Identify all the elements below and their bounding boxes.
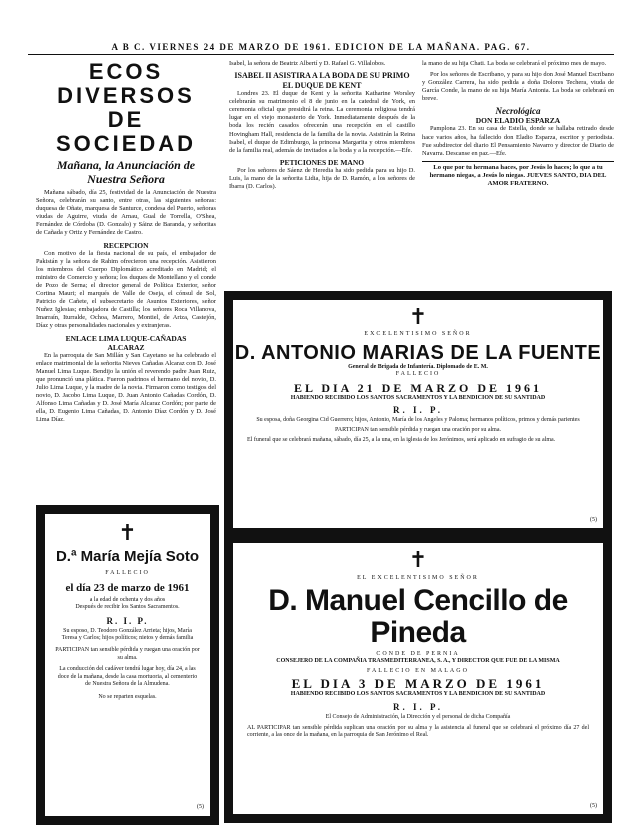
subheading-recepcion: RECEPCION [103,240,149,250]
subheading-isabel: ISABEL II ASISTIRA A LA BODA DE SU PRIMO EL DUQUE DE KENT [234,71,410,90]
deceased-name: D. Manuel Cencillo de Pineda [268,583,568,649]
rip: R. I. P. [393,405,443,416]
fraternity-notice: Lo que por tu hermana haces, por Jesús lo haces; lo que a tu hermano niegas, a Jesús lo niegas. JUEVES SANTO, DIA DEL AMOR FRATERNO. [429,163,607,188]
ref-number: (5) [590,517,597,524]
deceased-name: D. ANTONIO MARIAS DE LA FUENTE [234,341,602,364]
rip: R. I. P. [393,701,443,712]
cross-icon: ✝ [408,547,428,572]
section-title-line1: ECOS DIVERSOS [57,59,195,108]
article-paragraph: Londres 23. El duque de Kent y la señorita Katharine Worsley celebrarán su matrimonio el 8 de junio en la catedral de York, en ceremonia oficial que presidirá la reina. La ceremonia religiosa tendrá lugar en el viejo monasterio de York. Inmediatamente después de la boda los recién casados ofrecerán una recepción en el castillo Hovingham Hall, residencia de la familia de la novia. Asistirán la Reina Isabel, el duque de Edimburgo, la princesa Margarita y otros miembros de la familia real, además de invitados a la boda y a la recepción.—Efe. [229,90,415,154]
article-paragraph: Pamplona 23. En su casa de Estella, donde se hallaba retirado desde hace varios años, ha fallecido don Eladio Esparza, escritor y periodista. Fue subdirector del diario El Pensamiento Navarro y director de Diario de Navarra. Descanse en paz.—Efe. [422,125,614,157]
article-subtitle: Mañana, la Anunciación de Nuestra Señora [56,158,196,186]
page-header: A B C. VIERNES 24 DE MARZO DE 1961. EDICION DE LA MAÑANA. PAG. 67. [111,42,531,52]
article-paragraph: Isabel, la señora de Beatriz Albertí y D. Rafael G. Villalobos. [229,60,386,67]
ruegan-line: PARTICIPAN tan sensible pérdida y ruegan una oración por su alma. [335,426,501,433]
conduccion-line: La conducción del cadáver tendrá lugar hoy, día 24, a las doce de la mañana, desde la casa mortuoria, al cementerio de Nuestra Señora de la Almudena. [57,666,198,688]
ruegan-line: PARTICIPAN tan sensible pérdida y ruegan una oración por su alma. [55,646,200,661]
family-list: Su esposa, doña Georgina Cid Guerrero; hijos, Antonio, María de los Angeles y Paloma; hermanos políticos, primos y demás parientes [256,417,580,424]
sacraments-line: Después de recibir los Santos Sacramentos. [75,604,180,611]
rank-line: General de Brigada de Infantería. Diplomado de E. M. [348,363,488,370]
article-paragraph: Mañana sábado, día 25, festividad de la Anunciación de Nuestra Señora, celebrarán su santo, entre otras, las siguientes señoras: duquesa de Oñate, marquesa de Santurce, condesa del Puerto, señoras viudas de Aguirre, viuda de Arnau, Gual de Torrella, O'Shea, Fernández de Córdoba (D. Gonzalo) y Sáinz de Baranda, y señoritas de Cañada y Ortiz y Fernández de Castro. [36,189,216,237]
article-paragraph: Con motivo de la fiesta nacional de su país, el embajador de Pakistán y la señora de Rahim ofrecieron una recepción. Asistieron los miembros del Cuerpo Diplomático acreditado en Madrid; el ministro de Comercio y señora; los duques de Montellano y el conde de Pozo de Serna; el director general de Política Exterior, señor Cortina Mauri; el marqués de Valle de Oseja, el cónsul de Sol, Patricio de Cañete, el subsecretario de Asuntos Exteriores, señor Nuñez Iglesias; embajadora de Castilla; los señores Roca Villanova, Imarraín, Iturralde, Ochoa, Marrero, Montiel, de Ariza, Castejón, Díaz y otras personalidades nacionales y extranjeras. [36,249,216,330]
noble-title: CONDE DE PERNIA [376,650,460,657]
obituary-bottom [224,534,612,823]
consejo-line: El Consejo de Administración, la Dirección y el personal de dicha Compañía [325,713,511,720]
divider [422,161,614,162]
rip: R. I. P. [106,615,149,626]
ref-number: (5) [590,803,597,810]
death-date: EL DIA 21 DE MARZO DE 1961 [293,380,543,395]
participar-text: AL PARTICIPAR tan sensible pérdida suplican una oración por su alma y la asistencia al funeral que se celebrará el próximo día 27 del corriente, a las once de la mañana, en la parroquia de San Jerónimo el Real. [247,724,589,739]
deceased-name: D.ª María Mejía Soto [55,548,200,565]
fallecio-label: FALLECIO EN MALAGO [367,667,469,674]
cross-icon: ✝ [408,304,428,329]
header-rule [28,54,614,55]
subheading-enlace: ENLACE LIMA LUQUE-CAÑADAS [65,333,187,343]
section-title-line2: DE SOCIEDAD [55,107,197,156]
position-line: CONSEJERO DE LA COMPAÑIA TRASMEDITERRANEA, S. A., Y DIRECTOR QUE FUE DE LA MISMA [276,658,560,665]
subheading-enlace-line2: ALCARAZ [107,342,145,352]
death-date: EL DIA 3 DE MARZO DE 1961 [291,676,545,692]
article-paragraph: Por los señores de Sáenz de Heredia ha sido pedida para su hijo D. Luis, la mano de la señorita Lidia, hija de D. Ramón, a los señores de Ibarra (D. Carlos). [229,166,415,191]
column-3 [422,60,614,188]
age-line: a la edad de ochenta y dos años [89,596,166,603]
fallecio-label: FALLECIO [395,371,441,378]
subheading-peticiones: PETICIONES DE MANO [279,157,365,167]
cross-icon: ✝ [118,520,137,545]
article-paragraph: Por los señores de Escribano, y para su hijo don José Manuel Escribano y González Carrera, ha sido pedida a doña Dolores Techera, viuda de García Conde, la mano de su hija María Antonia. La boda se celebrará en breve. [422,71,614,103]
obituary-top [224,291,612,537]
fallecio-label: FALLECIO [105,570,150,576]
ref-number: (5) [197,804,204,811]
subheading-eladio: DON ELADIO ESPARZA [475,116,561,126]
sacraments-line: HABIENDO RECIBIDO LOS SANTOS SACRAMENTOS Y LA BENDICION DE SU SANTIDAD [290,691,546,698]
family-list: Su esposo, D. Teodoro González Arrieta; hijos, María Teresa y Carlos; hijos políticos; nietos y demás familia [61,627,194,642]
sacraments-line: HABIENDO RECIBIDO LOS SANTOS SACRAMENTOS Y LA BENDICION DE SU SANTIDAD [290,394,546,401]
note-line: No se reparten esquelas. [98,693,157,700]
article-paragraph: En la parroquia de San Millán y San Cayetano se ha celebrado el enlace matrimonial de la señorita Nieves Cañadas Alcaraz con D. José Manuel Lima Luque. Bendijo la unión el reverendo padre Juan Ruiz, que pronunció una plática. Fueron padrinos el hermano del novio, D. Julio Lima Luque, y la madre de la novia. Firmaron como testigos del novio, D. Jacobo Lima Luque, D. Juan Antonio Cañadas Cordón, D. Alfonso Lima Cañadas y D. José María Alcaraz Cordón; por parte de ella, D. Eugenio Lima Cañadas, D. Antonio Díaz Cordón y D. José Lima Díaz. [36,351,216,424]
column-1 [36,60,216,424]
article-paragraph: la mano de su hija Chati. La boda se celebrará el próximo mes de mayo. [422,60,607,67]
death-date: el día 23 de marzo de 1961 [65,581,190,594]
column-2 [229,60,415,191]
obituary-left [36,505,219,825]
subheading-necrologica: Necrológica [495,106,541,117]
funeral-line: El funeral que se celebrará mañana, sábado, día 25, a la una, en la iglesia de los Jerónimos, será aplicado en sufragio de su alma. [247,436,556,443]
pre-title: EXCELENTISIMO SEÑOR [364,331,472,337]
pre-title: EL EXCELENTISIMO SEÑOR [357,575,479,581]
